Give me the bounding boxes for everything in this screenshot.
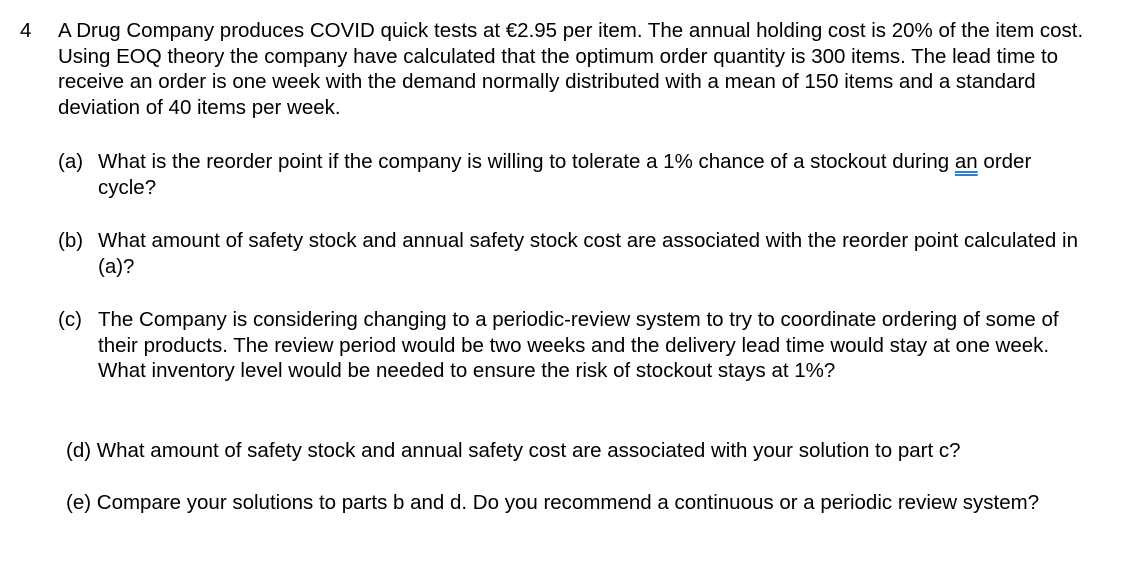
part-e-text: Compare your solutions to parts b and d. Do you recommend a continuous or a periodic review system? (96, 491, 1040, 514)
part-e (66, 490, 1066, 516)
question-number: 4 (20, 19, 32, 42)
part-a-text-before: What is the reorder point if the company is willing to tolerate a 1% chance of a stockout during (98, 150, 955, 173)
question-stem: A Drug Company produces COVID quick tests at €2.95 per item. The annual holding cost is 20% of the item cost. Using EOQ theory the company have calculated that the optimum order quantity is 300 items. The lead time to receive an order is one week with the demand normally distributed with a mean of 150 items and a standard deviation of 40 items per week. (58, 19, 1084, 119)
part-d-label: (d) (66, 439, 92, 462)
part-a-text (98, 149, 1088, 200)
part-c (58, 307, 1093, 384)
part-a-flagged-word[interactable]: an (954, 150, 978, 173)
part-d (66, 438, 1106, 464)
part-b-label: (b) (58, 229, 84, 252)
part-c-text: The Company is considering changing to a periodic-review system to try to coordinate ordering of some of their products. The review period would be two weeks and the delivery lead time would stay at one week. What inventory level would be needed to ensure the risk of stockout stays at 1%? (98, 308, 1059, 383)
part-b (58, 228, 1088, 279)
part-a (58, 149, 1088, 200)
part-e-label: (e) (66, 491, 92, 514)
part-a-text-after: order cycle? (98, 150, 1032, 199)
part-c-label: (c) (58, 308, 82, 331)
part-e-text-wrap (66, 490, 1066, 516)
part-a-label: (a) (58, 150, 84, 173)
part-b-text: What amount of safety stock and annual safety stock cost are associated with the reorder point calculated in (a)? (98, 229, 1078, 278)
part-d-text: What amount of safety stock and annual safety cost are associated with your solution to part c? (96, 439, 961, 462)
